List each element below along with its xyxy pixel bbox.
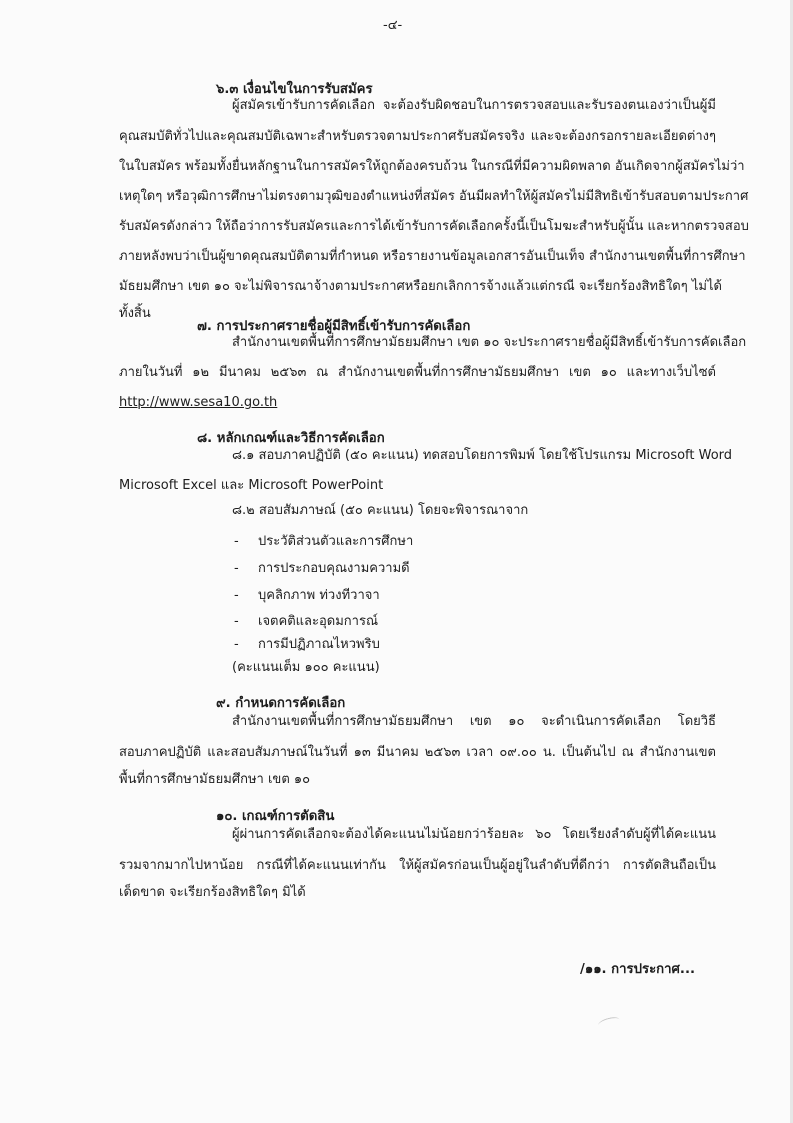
website-link[interactable]: http://www.sesa10.go.th xyxy=(119,395,278,410)
section-6-3-line: ผู้สมัครเข้ารับการคัดเลือก จะต้องรับผิดชอบในการตรวจสอบและรับรองตนเองว่าเป็นผู้มี xyxy=(232,98,716,113)
section-6-3-line: ภายหลังพบว่าเป็นผู้ขาดคุณสมบัติตามที่กำหนด หรือรายงานข้อมูลเอกสารอันเป็นเท็จ สำนักงานเขตพื้นที่การศึกษา xyxy=(119,249,746,264)
section-7-heading: ๗. การประกาศรายชื่อผู้มีสิทธิ์เข้ารับการคัดเลือก xyxy=(197,319,471,334)
section-6-3-line: เหตุใดๆ หรือวุฒิการศึกษาไม่ตรงตามวุฒิของตำแหน่งที่สมัคร อันมีผลทำให้ผู้สมัครไม่มีสิทธิเข้ารับสอบตามประกาศ xyxy=(119,189,749,204)
criteria-bullet: - การประกอบคุณงามความดี xyxy=(234,561,410,576)
section-6-3-line: คุณสมบัติทั่วไปและคุณสมบัติเฉพาะสำหรับตรวจตามประกาศรับสมัครจริง และจะต้องกรอกรายละเอียดต่างๆ xyxy=(119,129,716,144)
section-10-line: รวมจากมากไปหาน้อย กรณีที่ได้คะแนนเท่ากัน ให้ผู้สมัครก่อนเป็นผู้อยู่ในลำดับที่ดีกว่า การตัดสินถือเป็น xyxy=(119,858,716,873)
criteria-bullet: - การมีปฏิภาณไหวพริบ xyxy=(234,637,380,652)
scan-smudge xyxy=(597,1015,621,1029)
page-number: -๔- xyxy=(383,18,403,33)
section-6-3-line: มัธยมศึกษา เขต ๑๐ จะไม่พิจารณาจ้างตามประกาศหรือยกเลิกการจ้างแล้วแต่กรณี จะเรียกร้องสิทธิใดๆ ไม่ได้ xyxy=(119,279,722,294)
criteria-bullet: - ประวัติส่วนตัวและการศึกษา xyxy=(234,534,414,549)
section-8-1-line: ๘.๑ สอบภาคปฏิบัติ (๕๐ คะแนน) ทดสอบโดยการพิมพ์ โดยใช้โปรแกรม Microsoft Word xyxy=(232,448,733,463)
section-8-1-line: Microsoft Excel และ Microsoft PowerPoint xyxy=(119,478,384,493)
section-6-3-line: ทั้งสิ้น xyxy=(119,306,151,321)
section-10-line: ผู้ผ่านการคัดเลือกจะต้องได้คะแนนไม่น้อยกว่าร้อยละ ๖๐ โดยเรียงลำดับผู้ที่ได้คะแนน xyxy=(232,827,716,842)
section-8-heading: ๘. หลักเกณฑ์และวิธีการคัดเลือก xyxy=(197,431,385,446)
section-9-heading: ๙. กำหนดการคัดเลือก xyxy=(216,696,346,711)
section-6-3-heading: ๖.๓ เงื่อนไขในการรับสมัคร xyxy=(216,82,373,97)
continuation-note: /๑๑. การประกาศ... xyxy=(580,962,695,977)
criteria-bullet: - เจตคติและอุดมการณ์ xyxy=(234,614,379,629)
section-7-line: ภายในวันที่ ๑๒ มีนาคม ๒๕๖๓ ณ สำนักงานเขตพื้นที่การศึกษามัธยมศึกษา เขต ๑๐ และทางเว็บไซต์ xyxy=(119,365,716,380)
section-7-line: สำนักงานเขตพื้นที่การศึกษามัธยมศึกษา เขต ๑๐ จะประกาศรายชื่อผู้มีสิทธิ์เข้ารับการคัดเลือก xyxy=(232,335,747,350)
section-10-line: เด็ดขาด จะเรียกร้องสิทธิใดๆ มิได้ xyxy=(119,885,306,900)
section-9-line: สำนักงานเขตพื้นที่การศึกษามัธยมศึกษา เขต ๑๐ จะดำเนินการคัดเลือก โดยวิธี xyxy=(232,714,716,729)
criteria-bullet: - บุคลิกภาพ ท่วงทีวาจา xyxy=(234,588,380,603)
section-9-line: สอบภาคปฏิบัติ และสอบสัมภาษณ์ในวันที่ ๑๓ มีนาคม ๒๕๖๓ เวลา ๐๙.๐๐ น. เป็นต้นไป ณ สำนักงานเขต xyxy=(119,745,716,760)
section-8-2-line: ๘.๒ สอบสัมภาษณ์ (๕๐ คะแนน) โดยจะพิจารณาจาก xyxy=(232,503,529,518)
section-6-3-line: รับสมัครดังกล่าว ให้ถือว่าการรับสมัครและการได้เข้ารับการคัดเลือกครั้งนี้เป็นโมฆะสำหรับผู้นั้น และหากตรวจสอบ xyxy=(119,219,749,234)
section-9-line: พื้นที่การศึกษามัธยมศึกษา เขต ๑๐ xyxy=(119,772,311,787)
section-10-heading: ๑๐. เกณฑ์การตัดสิน xyxy=(216,809,335,824)
section-6-3-line: ในใบสมัคร พร้อมทั้งยื่นหลักฐานในการสมัครให้ถูกต้องครบถ้วน ในกรณีที่มีความผิดพลาด อันเกิดจากผู้สมัครไม่ว่า xyxy=(119,159,745,174)
score-total: (คะแนนเต็ม ๑๐๐ คะแนน) xyxy=(232,660,380,675)
